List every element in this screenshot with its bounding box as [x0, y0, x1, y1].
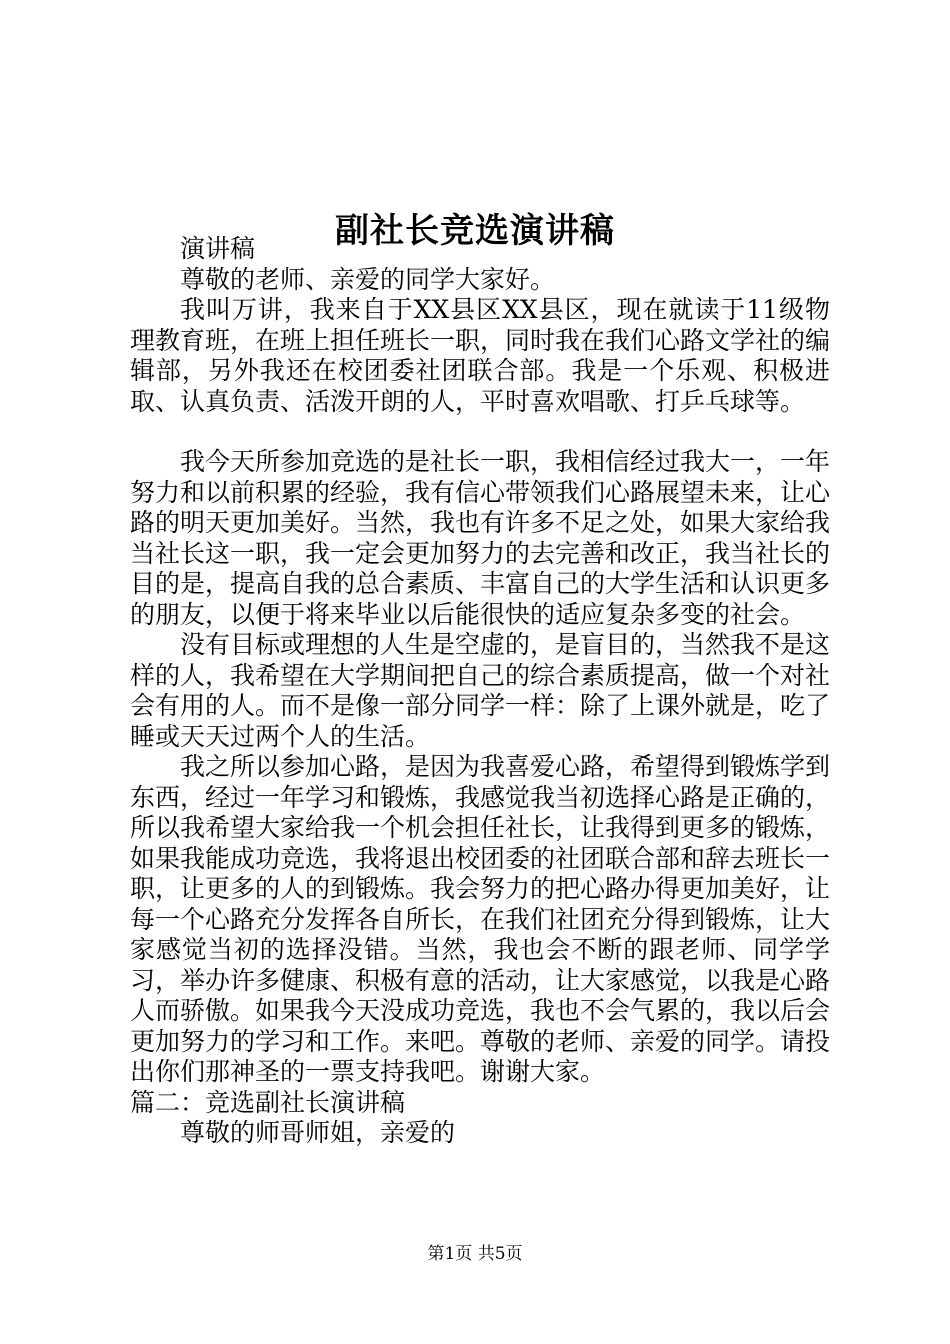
paragraph-heading-speech: 演讲稿 — [180, 234, 256, 263]
paragraph-part-two-greeting: 尊敬的师哥师姐，亲爱的 — [180, 1118, 456, 1147]
paragraph-campaign-goal: 我今天所参加竞选的是社长一职，我相信经过我大一，一年努力和以前积累的经验，我有信心带领我们心路展望未来，让心路的明天更加美好。当然，我也有许多不足之处，如果大家给我当社长这一职，我一定会更加努力的去完善和改正，我当社长的目的是，提高自我的总合素质、丰富自己的大学生活和认识更多的朋友，以便于将来毕业以后能很快的适应复杂多变的社会。 — [130, 447, 831, 629]
paragraph-reasons: 我之所以参加心路，是因为我喜爱心路，希望得到锻炼学到东西，经过一年学习和锻炼，我感觉我当初选择心路是正确的，所以我希望大家给我一个机会担任社长，让我得到更多的锻炼，如果我能成功竞选，我将退出校团委的社团联合部和辞去班长一职，让更多的人的到锻炼。我会努力的把心路办得更加美好，让每一个心路充分发挥各自所长，在我们社团充分得到锻炼，让大家感觉当初的选择没错。当然，我也会不断的跟老师、同学学习，举办许多健康、积极有意的活动，让大家感觉，以我是心路人而骄傲。如果我今天没成功竞选，我也不会气累的，我以后会更加努力的学习和工作。来吧。尊敬的老师、亲爱的同学。请投出你们那神圣的一票支持我吧。谢谢大家。 — [130, 752, 831, 1086]
document-title: 副社长竞选演讲稿 — [335, 210, 615, 251]
page-number-footer: 第1页 共5页 — [427, 1244, 523, 1264]
paragraph-greeting: 尊敬的老师、亲爱的同学大家好。 — [180, 264, 556, 294]
paragraph-introduction: 我叫万讲，我来自于XX县区XX县区，现在就读于11级物理教育班，在班上担任班长一职，同时我在我们心路文学社的编辑部，另外我还在校团委社团联合部。我是一个乐观、积极进取、认真负责、活泼开朗的人，平时喜欢唱歌、打乒乓球等。 — [130, 295, 831, 416]
section-heading-part-two: 篇二：竞选副社长演讲稿 — [130, 1087, 406, 1117]
paragraph-life-ideals: 没有目标或理想的人生是空虚的，是盲目的，当然我不是这样的人，我希望在大学期间把自己的综合素质提高，做一个对社会有用的人。而不是像一部分同学一样：除了上课外就是，吃了睡或天天过两个人的生活。 — [130, 630, 831, 751]
document-body — [130, 234, 830, 1149]
